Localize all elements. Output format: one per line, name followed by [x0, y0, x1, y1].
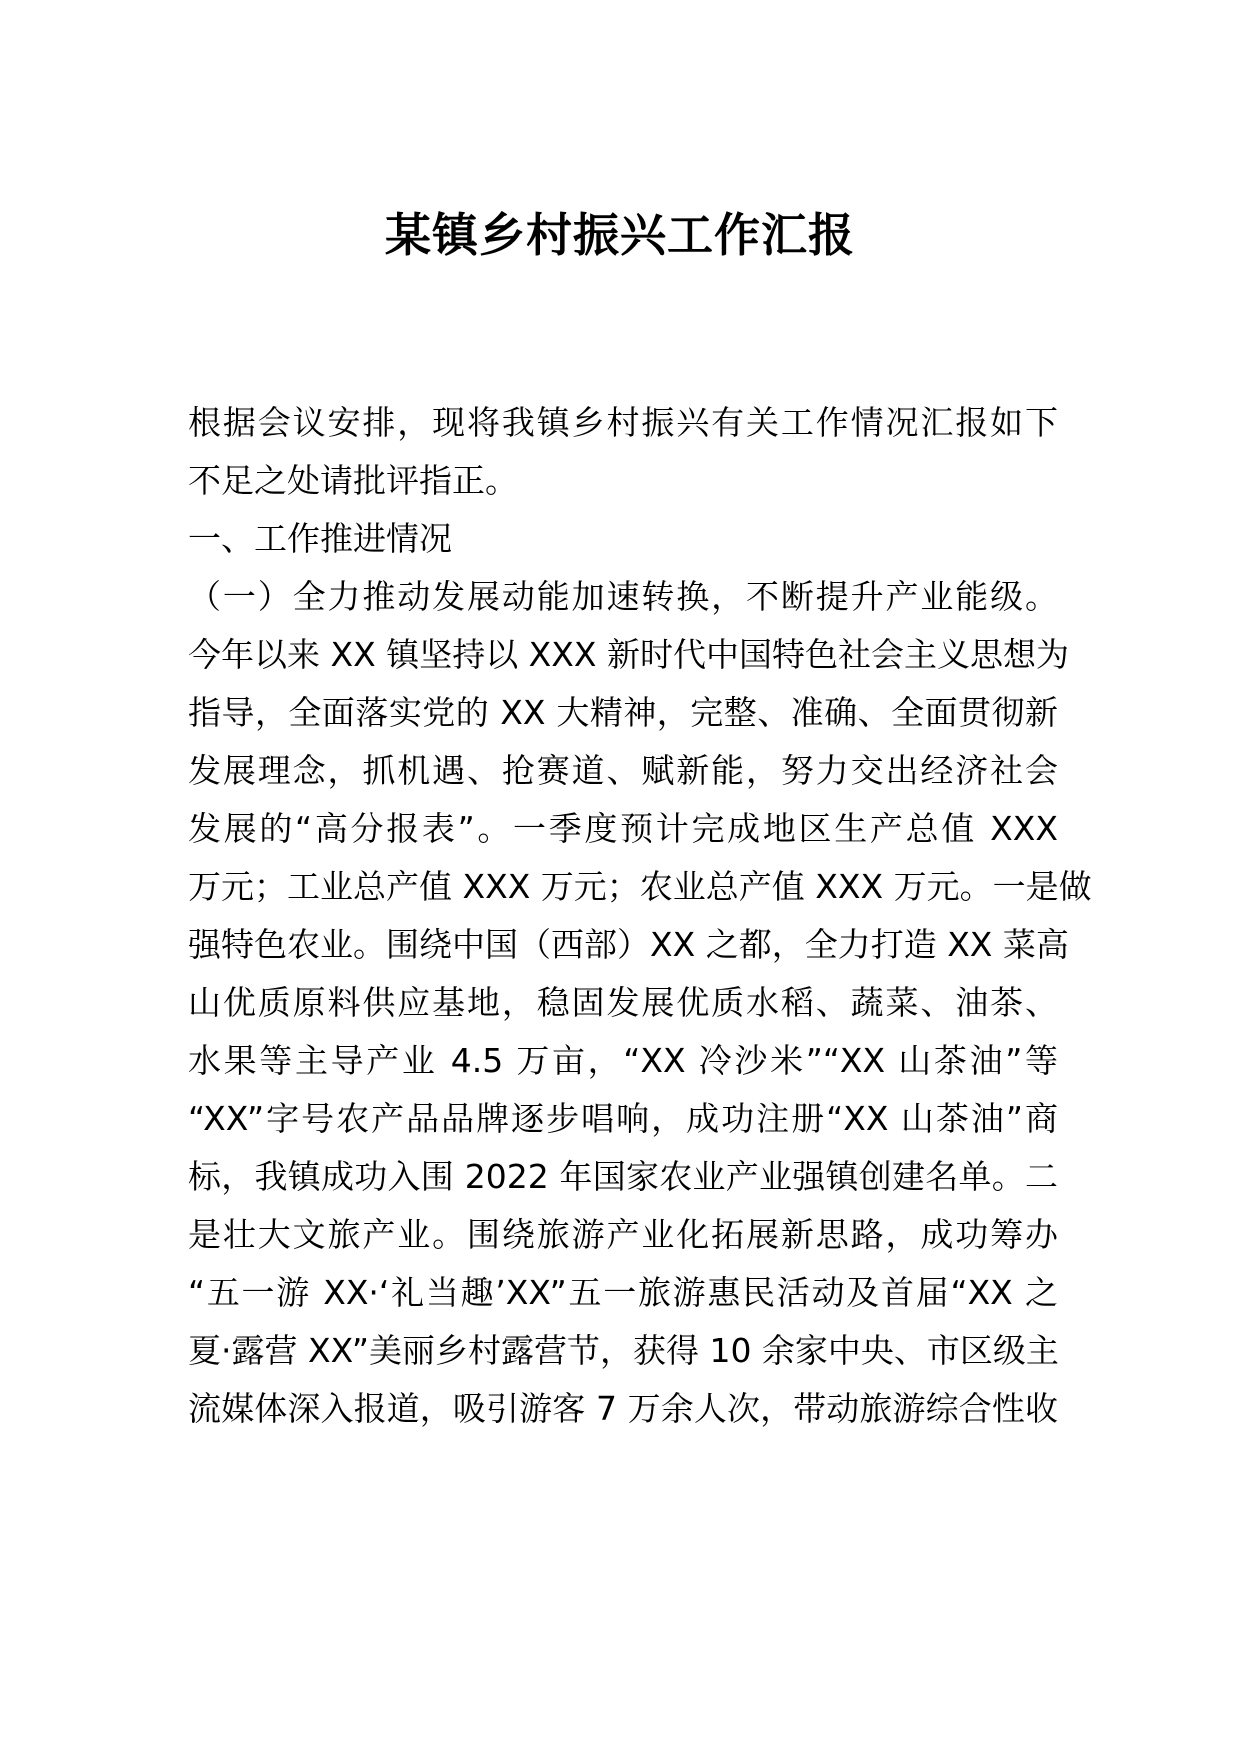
body-line: 发展理念，抓机遇、抢赛道、赋新能，努力交出经济社会 — [188, 751, 1058, 790]
body-line: 根据会议安排，现将我镇乡村振兴有关工作情况汇报如下 — [188, 403, 1058, 442]
body-line: 指导，全面落实党的 XX 大精神，完整、准确、全面贯彻新 — [188, 693, 1058, 732]
body-line: 不足之处请批评指正。 — [188, 461, 518, 500]
body-line: 万元；工业总产值 XXX 万元；农业总产值 XXX 万元。一是做 — [188, 867, 1092, 906]
body-line: 标，我镇成功入围 2022 年国家农业产业强镇创建名单。二 — [188, 1157, 1058, 1196]
body-line: 是壮大文旅产业。围绕旅游产业化拓展新思路，成功筹办 — [188, 1215, 1058, 1254]
body-line: 发展的“高分报表”。一季度预计完成地区生产总值 XXX — [188, 809, 1058, 848]
body-line: 今年以来 XX 镇坚持以 XXX 新时代中国特色社会主义思想为 — [188, 635, 1069, 674]
body-line: “五一游 XX·‘礼当趣’XX”五一旅游惠民活动及首届“XX 之 — [188, 1273, 1058, 1312]
body-line: 水果等主导产业 4.5 万亩，“XX 冷沙米”“XX 山茶油”等 — [188, 1041, 1058, 1080]
body-line: “XX”字号农产品品牌逐步唱响，成功注册“XX 山茶油”商 — [188, 1099, 1058, 1138]
body-line: 山优质原料供应基地，稳固发展优质水稻、蔬菜、油茶、 — [188, 983, 1058, 1022]
subsection-heading: （一）全力推动发展动能加速转换，不断提升产业能级。 — [188, 577, 1058, 616]
document-title: 某镇乡村振兴工作汇报 — [385, 208, 855, 262]
section-heading: 一、工作推进情况 — [188, 519, 452, 558]
body-line: 流媒体深入报道，吸引游客 7 万余人次，带动旅游综合性收 — [188, 1389, 1058, 1428]
body-line: 夏·露营 XX”美丽乡村露营节，获得 10 余家中央、市区级主 — [188, 1331, 1059, 1370]
body-line: 强特色农业。围绕中国（西部）XX 之都，全力打造 XX 菜高 — [188, 925, 1069, 964]
